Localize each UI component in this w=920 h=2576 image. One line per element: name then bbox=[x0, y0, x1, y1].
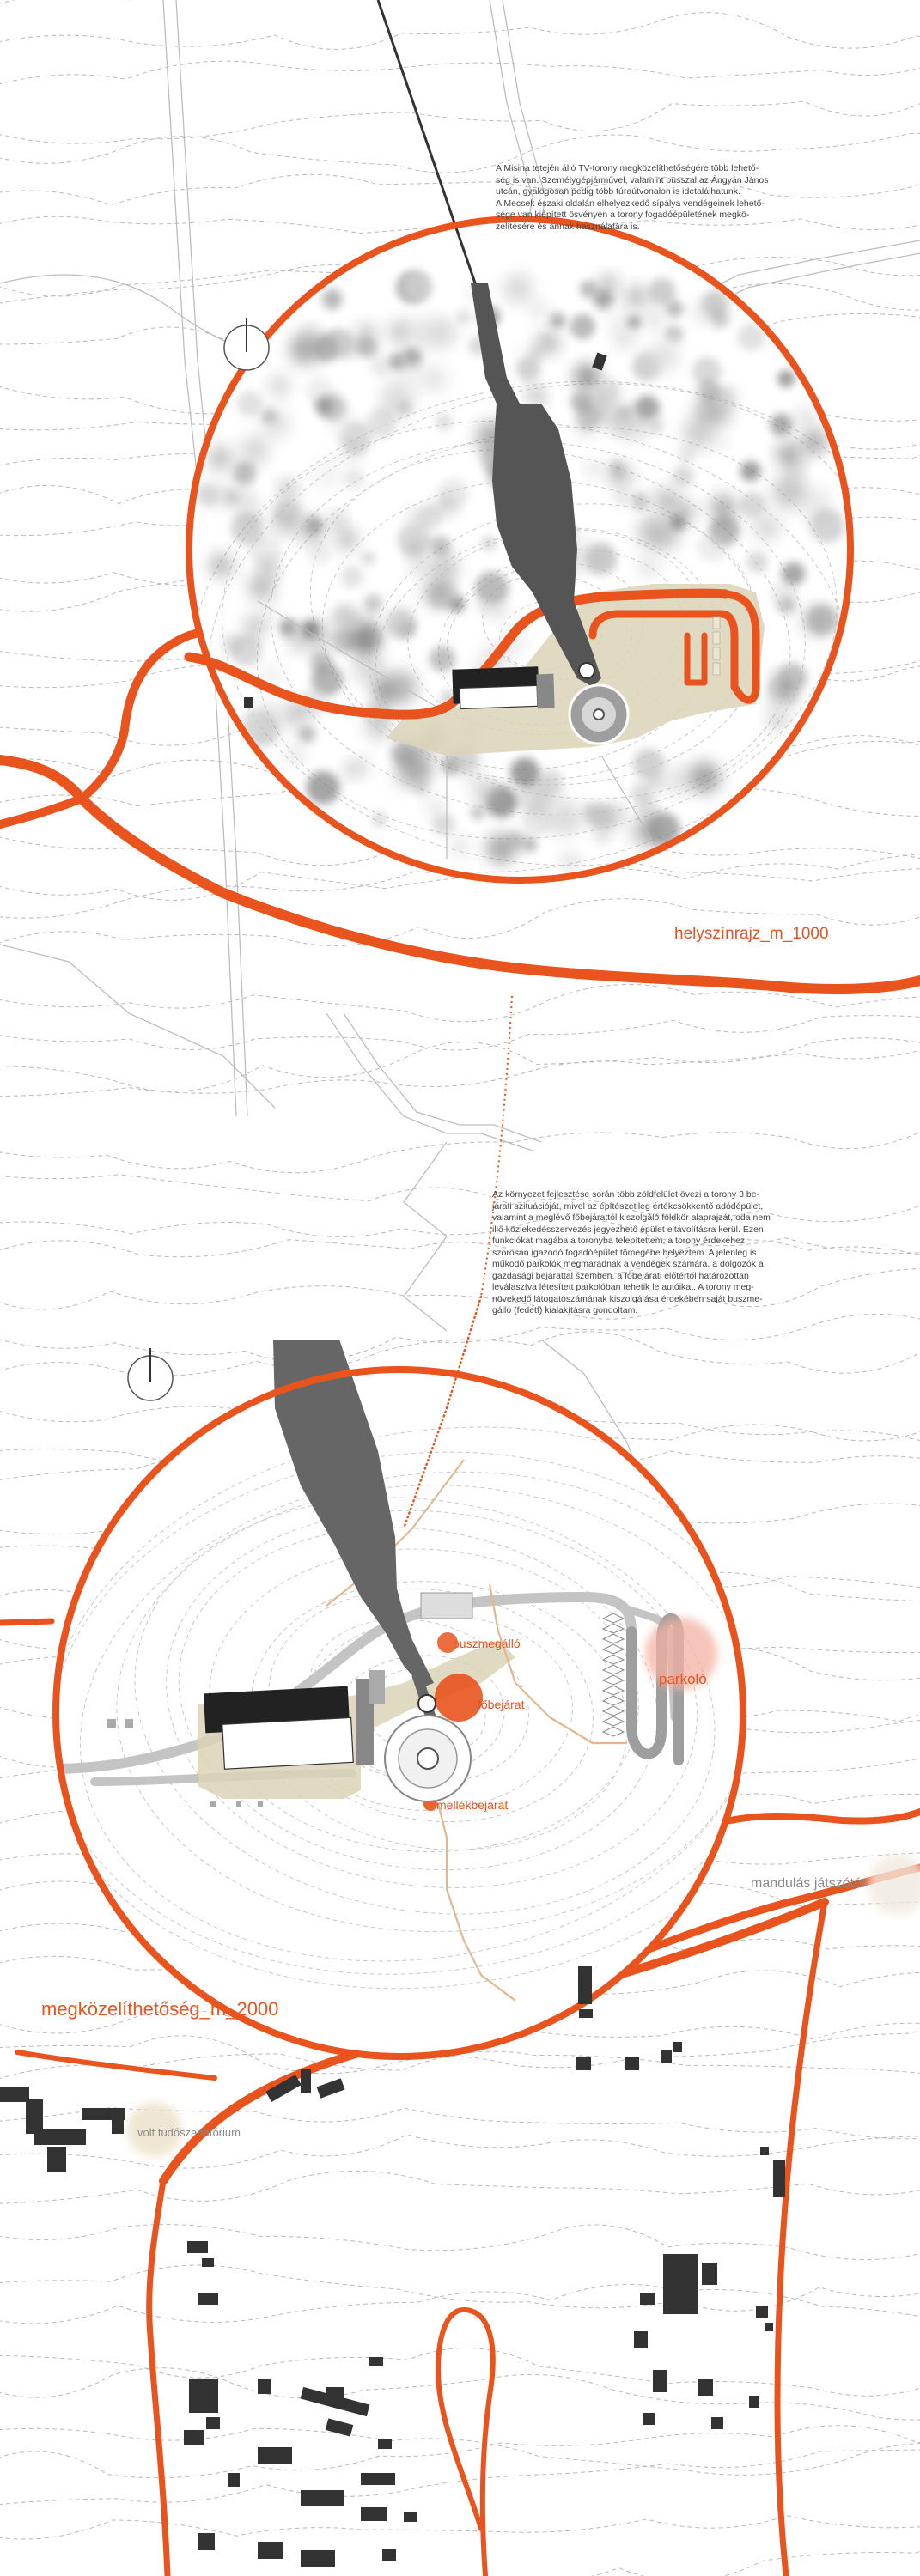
tree bbox=[262, 410, 290, 438]
tree bbox=[413, 780, 430, 796]
building bbox=[198, 2293, 218, 2305]
tree bbox=[631, 492, 649, 510]
tree bbox=[472, 779, 499, 805]
building bbox=[184, 2430, 204, 2445]
contour-line bbox=[0, 2051, 920, 2099]
building bbox=[625, 2057, 639, 2070]
building bbox=[202, 2258, 214, 2267]
tree bbox=[715, 435, 728, 449]
playground-label: mandulás játszótér bbox=[751, 1876, 867, 1891]
building bbox=[187, 2241, 208, 2253]
tree bbox=[503, 274, 533, 304]
main-entrance-marker bbox=[435, 1674, 483, 1722]
tree bbox=[279, 480, 297, 498]
north-arrow-icon bbox=[128, 1348, 173, 1400]
building bbox=[643, 2413, 655, 2425]
tree bbox=[436, 413, 453, 430]
tree bbox=[752, 513, 780, 541]
building bbox=[749, 2396, 759, 2408]
building bbox=[673, 2042, 682, 2052]
building bbox=[26, 2099, 43, 2134]
building bbox=[765, 2323, 773, 2331]
tree bbox=[298, 726, 315, 743]
tree bbox=[530, 301, 548, 319]
building bbox=[301, 2069, 311, 2093]
tree bbox=[510, 757, 539, 787]
tree bbox=[587, 462, 600, 476]
contour-line bbox=[0, 2348, 920, 2396]
tree bbox=[507, 831, 525, 849]
tree bbox=[580, 281, 598, 299]
contour-line bbox=[0, 58, 920, 88]
site-plan-title: helyszínrajz_m_1000 bbox=[674, 925, 829, 943]
tree bbox=[248, 573, 275, 599]
building bbox=[189, 2379, 218, 2413]
building bbox=[301, 2550, 335, 2567]
tree bbox=[340, 565, 363, 588]
contour-line bbox=[0, 1218, 920, 1257]
contour-line bbox=[0, 118, 920, 173]
north-arrow-icon bbox=[224, 318, 269, 370]
tree bbox=[457, 309, 472, 325]
tree bbox=[310, 651, 332, 673]
tree bbox=[530, 390, 546, 406]
tree bbox=[307, 771, 340, 805]
contour-line bbox=[0, 2368, 920, 2420]
parking-label: parkoló bbox=[659, 1671, 707, 1687]
tree bbox=[315, 397, 333, 415]
tree bbox=[641, 801, 655, 816]
tree bbox=[740, 461, 761, 482]
tree bbox=[371, 811, 387, 828]
tree bbox=[344, 444, 361, 460]
contour-line bbox=[0, 1268, 920, 1319]
tree bbox=[576, 404, 601, 429]
building bbox=[112, 2108, 124, 2134]
contour-line bbox=[0, 1046, 920, 1097]
contour-line bbox=[0, 174, 920, 204]
contour-line bbox=[0, 99, 920, 143]
building bbox=[228, 2473, 240, 2487]
tree bbox=[233, 461, 256, 484]
tree bbox=[411, 556, 430, 575]
tree bbox=[777, 370, 795, 387]
tree bbox=[361, 551, 375, 565]
building bbox=[206, 2417, 220, 2429]
tree bbox=[344, 762, 359, 778]
main-entrance-label: főbejárat bbox=[478, 1698, 525, 1711]
building bbox=[576, 2057, 591, 2070]
tree bbox=[401, 270, 432, 301]
tree bbox=[661, 764, 692, 796]
tree bbox=[344, 468, 364, 489]
tree bbox=[430, 646, 455, 671]
tree bbox=[601, 380, 619, 398]
tree bbox=[627, 315, 642, 330]
building bbox=[378, 2439, 392, 2449]
tree bbox=[450, 837, 469, 856]
side-entrance-label: mellékbejárat bbox=[436, 1798, 509, 1812]
tree bbox=[672, 465, 693, 487]
building bbox=[258, 2447, 292, 2464]
tree bbox=[638, 555, 660, 576]
tree bbox=[332, 513, 346, 527]
tree bbox=[304, 326, 319, 341]
tree bbox=[403, 352, 417, 366]
building bbox=[698, 2379, 713, 2396]
tree bbox=[746, 551, 768, 573]
tree bbox=[481, 536, 497, 551]
tree bbox=[268, 375, 290, 398]
tree bbox=[521, 805, 552, 835]
tree bbox=[364, 594, 383, 613]
tree bbox=[476, 600, 492, 617]
tree bbox=[801, 429, 826, 454]
tree bbox=[421, 367, 447, 392]
site-plan-description: A Misina tetején álló TV-torony megközelíthetőségére több lehető- ség is van. Személygépjárművel, valamint busszal az Ángyán János utcán, gyalogosan pedig több túraútvonalon is idetalálhatunk. A Mecsek északi oldalán elhelyezkedő sípálya vendégeinek lehető- sége van kiépített ösvényen a torony fogadóépületének megkö- zelítésére és annak használatára is. bbox=[496, 163, 769, 232]
tree bbox=[698, 380, 719, 402]
tree bbox=[322, 289, 343, 309]
tree bbox=[698, 531, 728, 562]
tree bbox=[666, 301, 683, 318]
tree bbox=[208, 483, 231, 507]
building bbox=[640, 2293, 655, 2305]
tree bbox=[585, 543, 617, 574]
contour-line bbox=[0, 1174, 920, 1223]
contour-line bbox=[0, 1010, 920, 1050]
building bbox=[317, 2078, 345, 2098]
building bbox=[634, 2331, 648, 2348]
building bbox=[579, 2009, 593, 2018]
tree bbox=[395, 605, 411, 621]
tree bbox=[237, 391, 263, 416]
tree bbox=[385, 671, 417, 703]
tree bbox=[645, 309, 664, 328]
tree bbox=[802, 605, 832, 635]
playground-marker bbox=[868, 1855, 920, 1915]
tree bbox=[648, 417, 663, 433]
tree bbox=[625, 286, 648, 308]
tree bbox=[785, 690, 800, 704]
building bbox=[47, 2147, 66, 2172]
tree bbox=[600, 275, 618, 293]
building bbox=[578, 1966, 592, 2004]
tree bbox=[260, 560, 277, 577]
tree bbox=[768, 712, 787, 731]
contour-line bbox=[0, 13, 920, 50]
building bbox=[258, 2542, 283, 2559]
tree bbox=[231, 513, 264, 545]
tree bbox=[777, 442, 801, 466]
tree bbox=[679, 447, 696, 464]
access-plan-description: Az környezet fejlesztése során több zöldfelület övezi a torony 3 be- járati szituációját, mivel az építészetileg értékcsökkentő adódépület, valamint a meglévő főbejárattól kiszolgáló földkör alaprajzát, oda nem illő közlekedésszervezés jegyezhető épület eltávolításra kerül. Ezen funkciókat magába a toronyba telepítettem, a torony érdekéhez szorosan igazodó fogadóépület tömegébe helyeztem. A jelenleg is működő parkolók megmaradnak a vendégek számára, a dolgozók a gazdasági bejárattal szemben, a főbejárati előtértől határozottan leválasztva létesített parkolóban tehetik le autóikat. A torony meg- növekedő látogatószámának kiszolgálása érdekében saját buszme- gálló (fedett) kialakításra gondoltam. bbox=[492, 1189, 771, 1315]
tree bbox=[354, 613, 378, 637]
building bbox=[756, 2306, 768, 2318]
building bbox=[0, 2087, 29, 2102]
tree bbox=[608, 464, 633, 489]
tree bbox=[770, 413, 792, 435]
tree bbox=[612, 489, 632, 509]
contour-line bbox=[0, 1314, 920, 1362]
building bbox=[369, 2357, 383, 2366]
tree bbox=[432, 813, 454, 835]
bus-stop-label: buszmegálló bbox=[453, 1637, 521, 1650]
contour-line bbox=[0, 1038, 920, 1091]
tree bbox=[370, 356, 391, 377]
tree bbox=[475, 572, 509, 605]
building bbox=[711, 2417, 723, 2429]
tree bbox=[689, 762, 720, 793]
tree bbox=[336, 528, 358, 550]
tree bbox=[285, 510, 314, 538]
tree bbox=[683, 418, 715, 450]
tree bbox=[286, 745, 306, 765]
building bbox=[301, 2490, 344, 2506]
building bbox=[404, 2512, 417, 2522]
tree bbox=[426, 798, 444, 816]
tree bbox=[490, 602, 506, 618]
tree bbox=[519, 347, 536, 364]
tree bbox=[798, 409, 813, 424]
access-plan-title: megközelíthetőség_m_2000 bbox=[41, 1998, 279, 2020]
tree bbox=[241, 436, 270, 465]
tree bbox=[665, 325, 683, 343]
tree bbox=[772, 474, 807, 508]
tree bbox=[588, 804, 613, 829]
tree bbox=[430, 536, 451, 557]
building bbox=[361, 2473, 395, 2485]
contour-line bbox=[0, 1240, 920, 1274]
tree bbox=[230, 635, 262, 666]
building bbox=[361, 2507, 387, 2521]
tree bbox=[647, 774, 664, 791]
tree bbox=[209, 553, 233, 577]
tree bbox=[408, 541, 423, 556]
tree bbox=[648, 341, 679, 372]
tree bbox=[716, 409, 732, 424]
tree bbox=[550, 313, 566, 329]
tree bbox=[285, 624, 300, 639]
tree bbox=[208, 447, 233, 471]
tree bbox=[356, 337, 373, 355]
tree bbox=[710, 495, 737, 521]
building bbox=[653, 2370, 667, 2392]
tree bbox=[650, 519, 681, 550]
tree bbox=[570, 314, 594, 339]
building bbox=[34, 2129, 86, 2145]
building bbox=[702, 2263, 717, 2285]
tree bbox=[552, 801, 585, 834]
contour-line bbox=[0, 1112, 920, 1172]
building bbox=[760, 2147, 769, 2155]
sanatorium-label: volt tüdőszanatórium bbox=[137, 2126, 241, 2139]
contour-line bbox=[0, 0, 920, 9]
tree bbox=[561, 853, 581, 872]
tree bbox=[711, 310, 729, 328]
tree bbox=[308, 541, 332, 565]
tree bbox=[771, 581, 798, 608]
tree bbox=[423, 578, 454, 608]
building bbox=[661, 2050, 672, 2063]
building bbox=[198, 2533, 215, 2550]
building bbox=[663, 2254, 698, 2314]
tree bbox=[436, 496, 455, 515]
tree bbox=[612, 410, 641, 439]
building bbox=[258, 2379, 271, 2394]
tree bbox=[810, 508, 844, 543]
building bbox=[326, 2387, 344, 2404]
tree bbox=[471, 805, 485, 820]
building bbox=[382, 2549, 396, 2561]
tree bbox=[312, 458, 344, 490]
tree bbox=[409, 318, 441, 349]
building bbox=[773, 2160, 785, 2197]
